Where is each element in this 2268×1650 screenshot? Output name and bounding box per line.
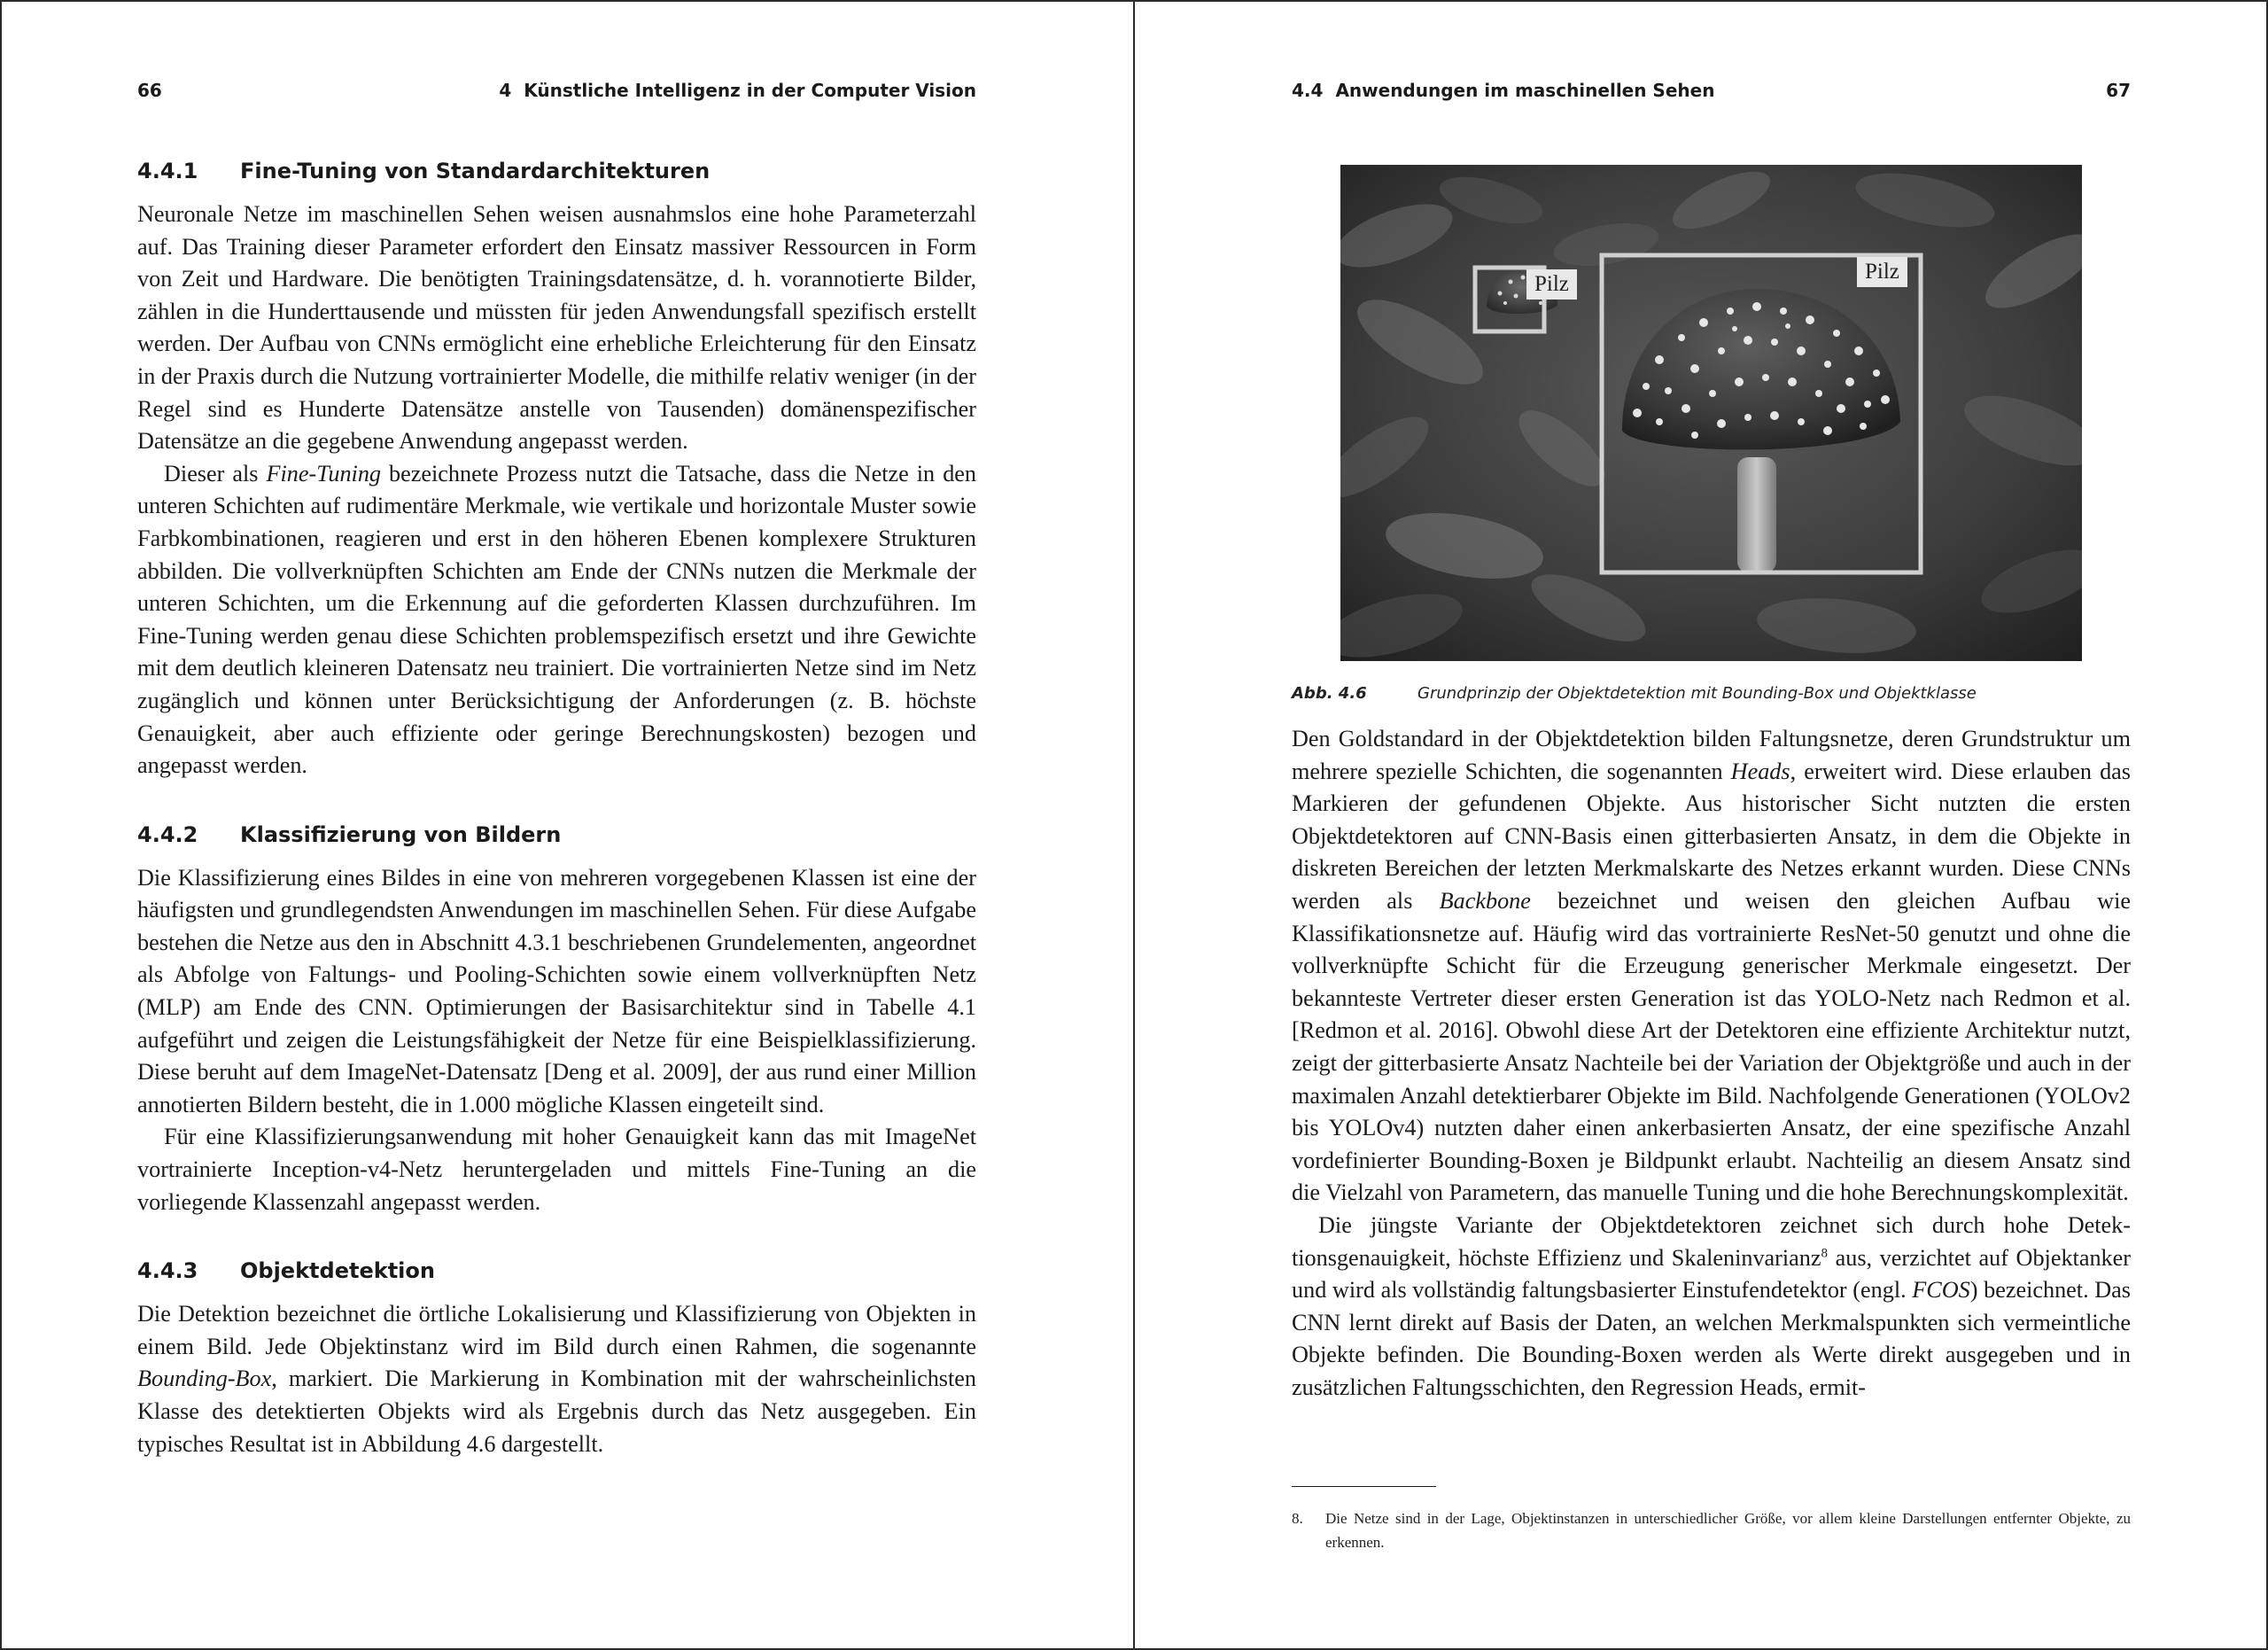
footnote-rule <box>1292 1486 1436 1487</box>
paragraph: Die Klassifizierung eines Bildes in eine von mehreren vorgegebenen Klassen ist eine der häufigsten und grundlegendsten Anwendungen im maschinellen Sehen. Für diese Aufgabe bestehen die Netze aus den in Abschnitt 4.3.1 beschriebenen Grundelementen, angeordnet als Abfolge von Faltungs- und Pooling-Schichten sowie einem vollverknüpften Netz (MLP) am Ende des CNN. Optimierungen der Basisarchitektur sind in Tabelle 4.1 aufgeführt und zeigen die Leistungsfähigkeit der Netze für eine Beispielklassifizierung. Diese beruht auf dem ImageNet-Datensatz [Deng et al. 2009], der aus rund einer Million annotierten Bildern besteht, die in 1.000 mögliche Klassen eingeteilt sind. <box>137 864 976 1117</box>
page-number: 67 <box>2106 80 2131 101</box>
bounding-box-label-large: Pilz <box>1857 257 1907 287</box>
running-head-right <box>1292 80 2131 103</box>
mushroom-photo <box>1340 165 2082 661</box>
paragraph: Neuronale Netze im maschinellen Sehen weisen ausnahmslos eine hohe Parameterzahl auf. Das Training dieser Parameter erfordert den Einsatz massiver Ressourcen in Form von Zeit und Hardware. Die benötigten Trainingsdatensätze, d. h. vorannotierte Bilder, zählen in die Hunderttausende und müssten für jeden Anwendungsfall spezifisch erstellt werden. Der Aufbau von CNNs ermöglicht eine erhebliche Erleichterung für den Einsatz in der Praxis durch die Nutzung vortrainierter Modelle, die mithilfe relativ weniger (in der Regel sind es Hunderte Datensätze anstelle von Tausenden) domänenspezifischer Datensätze an die gegebene Anwendung angepasst werden. <box>137 201 976 455</box>
section-header <box>1292 80 1714 101</box>
paragraph: Für eine Klassifizierungsanwendung mit hoher Genauigkeit kann das mit ImageNet vortrainierte Inception-v4-Netz heruntergeladen und mittels Fine-Tuning an die vorliegende Klassenzahl angepasst werden. <box>137 1124 976 1215</box>
section-heading: 4.4.3 Objektdetektion <box>137 1258 435 1284</box>
section-number: 4.4 <box>1292 80 1324 101</box>
paragraph: Den Goldstandard in der Objektdetektion bilden Faltungsnetze, deren Grundstruktur um mehrere spezielle Schichten, die sogenannten Heads, erweitert wird. Diese erlauben das Markieren der gefundenen Objekte. Aus historischer Sicht nutzten die ersten Objektdetektoren auf CNN-Basis einen gitterbasierten Ansatz, in dem die Objekte in diskreten Bereichen der letzten Merkmalskarte des Netzes erkannt wurden. Diese CNNs werden als Backbone bezeichnet und weisen den gleichen Aufbau wie Klassifikationsnetze auf. Häufig wird das vortrainierte ResNet-50 genutzt und ohne die vollverknüpfte Schicht für die Erzeugung generischer Merkmale eingesetzt. Der bekannteste Vertreter dieser ersten Generation ist das YOLO-Netz nach Redmon et al. [Redmon et al. 2016]. Obwohl diese Art der Detektoren eine effiziente Architektur nutzt, zeigt der gitterbasierte Ansatz Nachteile bei der Variation der Objektgröße und auch in der maximalen Anzahl detektierbarer Objekte im Bild. Nachfolgende Generationen (YOLOv2 bis YOLOv4) nutzten daher einen ankerbasierten Ansatz, der eine spezifische Anzahl vordefinierter Bounding-Boxen je Bildpunkt erlaubt. Nachteilig an diesem Ansatz sind die Vielzahl von Parametern, das manuelle Tuning und die hohe Berechnungskomplexität. <box>1292 726 2131 1206</box>
footnote-number: 8. <box>1292 1510 1303 1527</box>
right-page <box>1292 0 2131 1650</box>
footnote-ref: 8 <box>1821 1245 1829 1260</box>
footnote-text: Die Netze sind in der Lage, Objektinstanzen in unterschiedlicher Größe, vor allem kleine Darstellungen entfernter Objekte, zu erkennen. <box>1325 1510 2131 1551</box>
caption-text: Grundprinzip der Objektdetektion mit Bounding-Box und Objektklasse <box>1418 684 1977 703</box>
section-heading: 4.4.2 Klassifizierung von Bildern <box>137 821 562 847</box>
section-title: Anwendungen im maschinellen Sehen <box>1335 80 1715 101</box>
caption-label: Abb. 4.6 <box>1292 684 1367 703</box>
page-gutter <box>1133 0 1135 1650</box>
page-number: 66 <box>137 80 162 101</box>
section-heading: 4.4.1 Fine-Tuning von Standardarchitekturen <box>137 159 711 183</box>
figure-caption <box>1292 681 2131 707</box>
mushroom-detection-figure <box>1340 165 2082 661</box>
paragraph: Dieser als Fine-Tuning bezeichnete Prozess nutzt die Tatsache, dass die Netze in den unteren Schichten auf rudimentäre Merkmale, wie vertikale und horizontale Muster sowie Farbkombinationen, reagieren und erst in den höheren Ebenen komplexere Strukturen abbilden. Die vollverknüpften Schichten am Ende der CNNs nutzen die Merkmale der unteren Schichten, um die Erkennung auf die geforderten Klassen durchzuführen. Im Fine-Tuning werden genau diese Schichten problemspezifisch ersetzt und ihre Gewichte mit dem deutlich kleineren Datensatz neu trainiert. Die vortrainierten Netze sind im Netz zugänglich und können unter Berücksichtigung der Anforderungen (z. B. höchste Genauigkeit, aber auch effiziente oder geringe Berechnungskosten) bezogen und angepasst werden. <box>137 460 977 779</box>
paragraph: Die Detektion bezeichnet die örtliche Lokalisierung und Klassifizierung von Objekten in einem Bild. Jede Objektinstanz wird im Bild durch einen Rahmen, die sogenannte Bounding-Box, markiert. Die Markierung in Kombination mit der wahrscheinlichsten Klasse des detektierten Objekts wird als Ergebnis durch das Netz ausgegeben. Ein typisches Resultat ist in Abbildung 4.6 dargestellt. <box>137 1301 976 1457</box>
paragraph: Die jüngste Variante der Objektdetektoren zeichnet sich durch hohe Detektionsgenauigkeit, höchste Effizienz und Skaleninvarianz$^8$ aus, verzichtet auf Objektanker und wird als vollständig faltungsbasierter Einstufendetektor (engl. FCOS) bezeichnet. Das CNN lernt direkt auf Basis der Daten, an welchen Merkmalspunkten sich vermeintliche Objekte befinden. Die Bounding-Boxen werden als Werte direkt ausgegeben und in zusätzlichen Faltungsschichten, den Regression Heads, ermit- <box>1292 1211 2131 1400</box>
left-text-flow <box>137 154 976 1460</box>
running-head-left <box>137 80 976 103</box>
chapter-number: 4 <box>499 80 512 101</box>
left-page <box>137 0 976 1650</box>
right-text-flow <box>1292 723 2131 1404</box>
chapter-header <box>499 80 976 101</box>
bounding-box-label-small: Pilz <box>1526 269 1577 300</box>
mushroom-stem <box>1737 457 1776 572</box>
chapter-title: Künstliche Intelligenz in der Computer Vision <box>524 80 976 101</box>
